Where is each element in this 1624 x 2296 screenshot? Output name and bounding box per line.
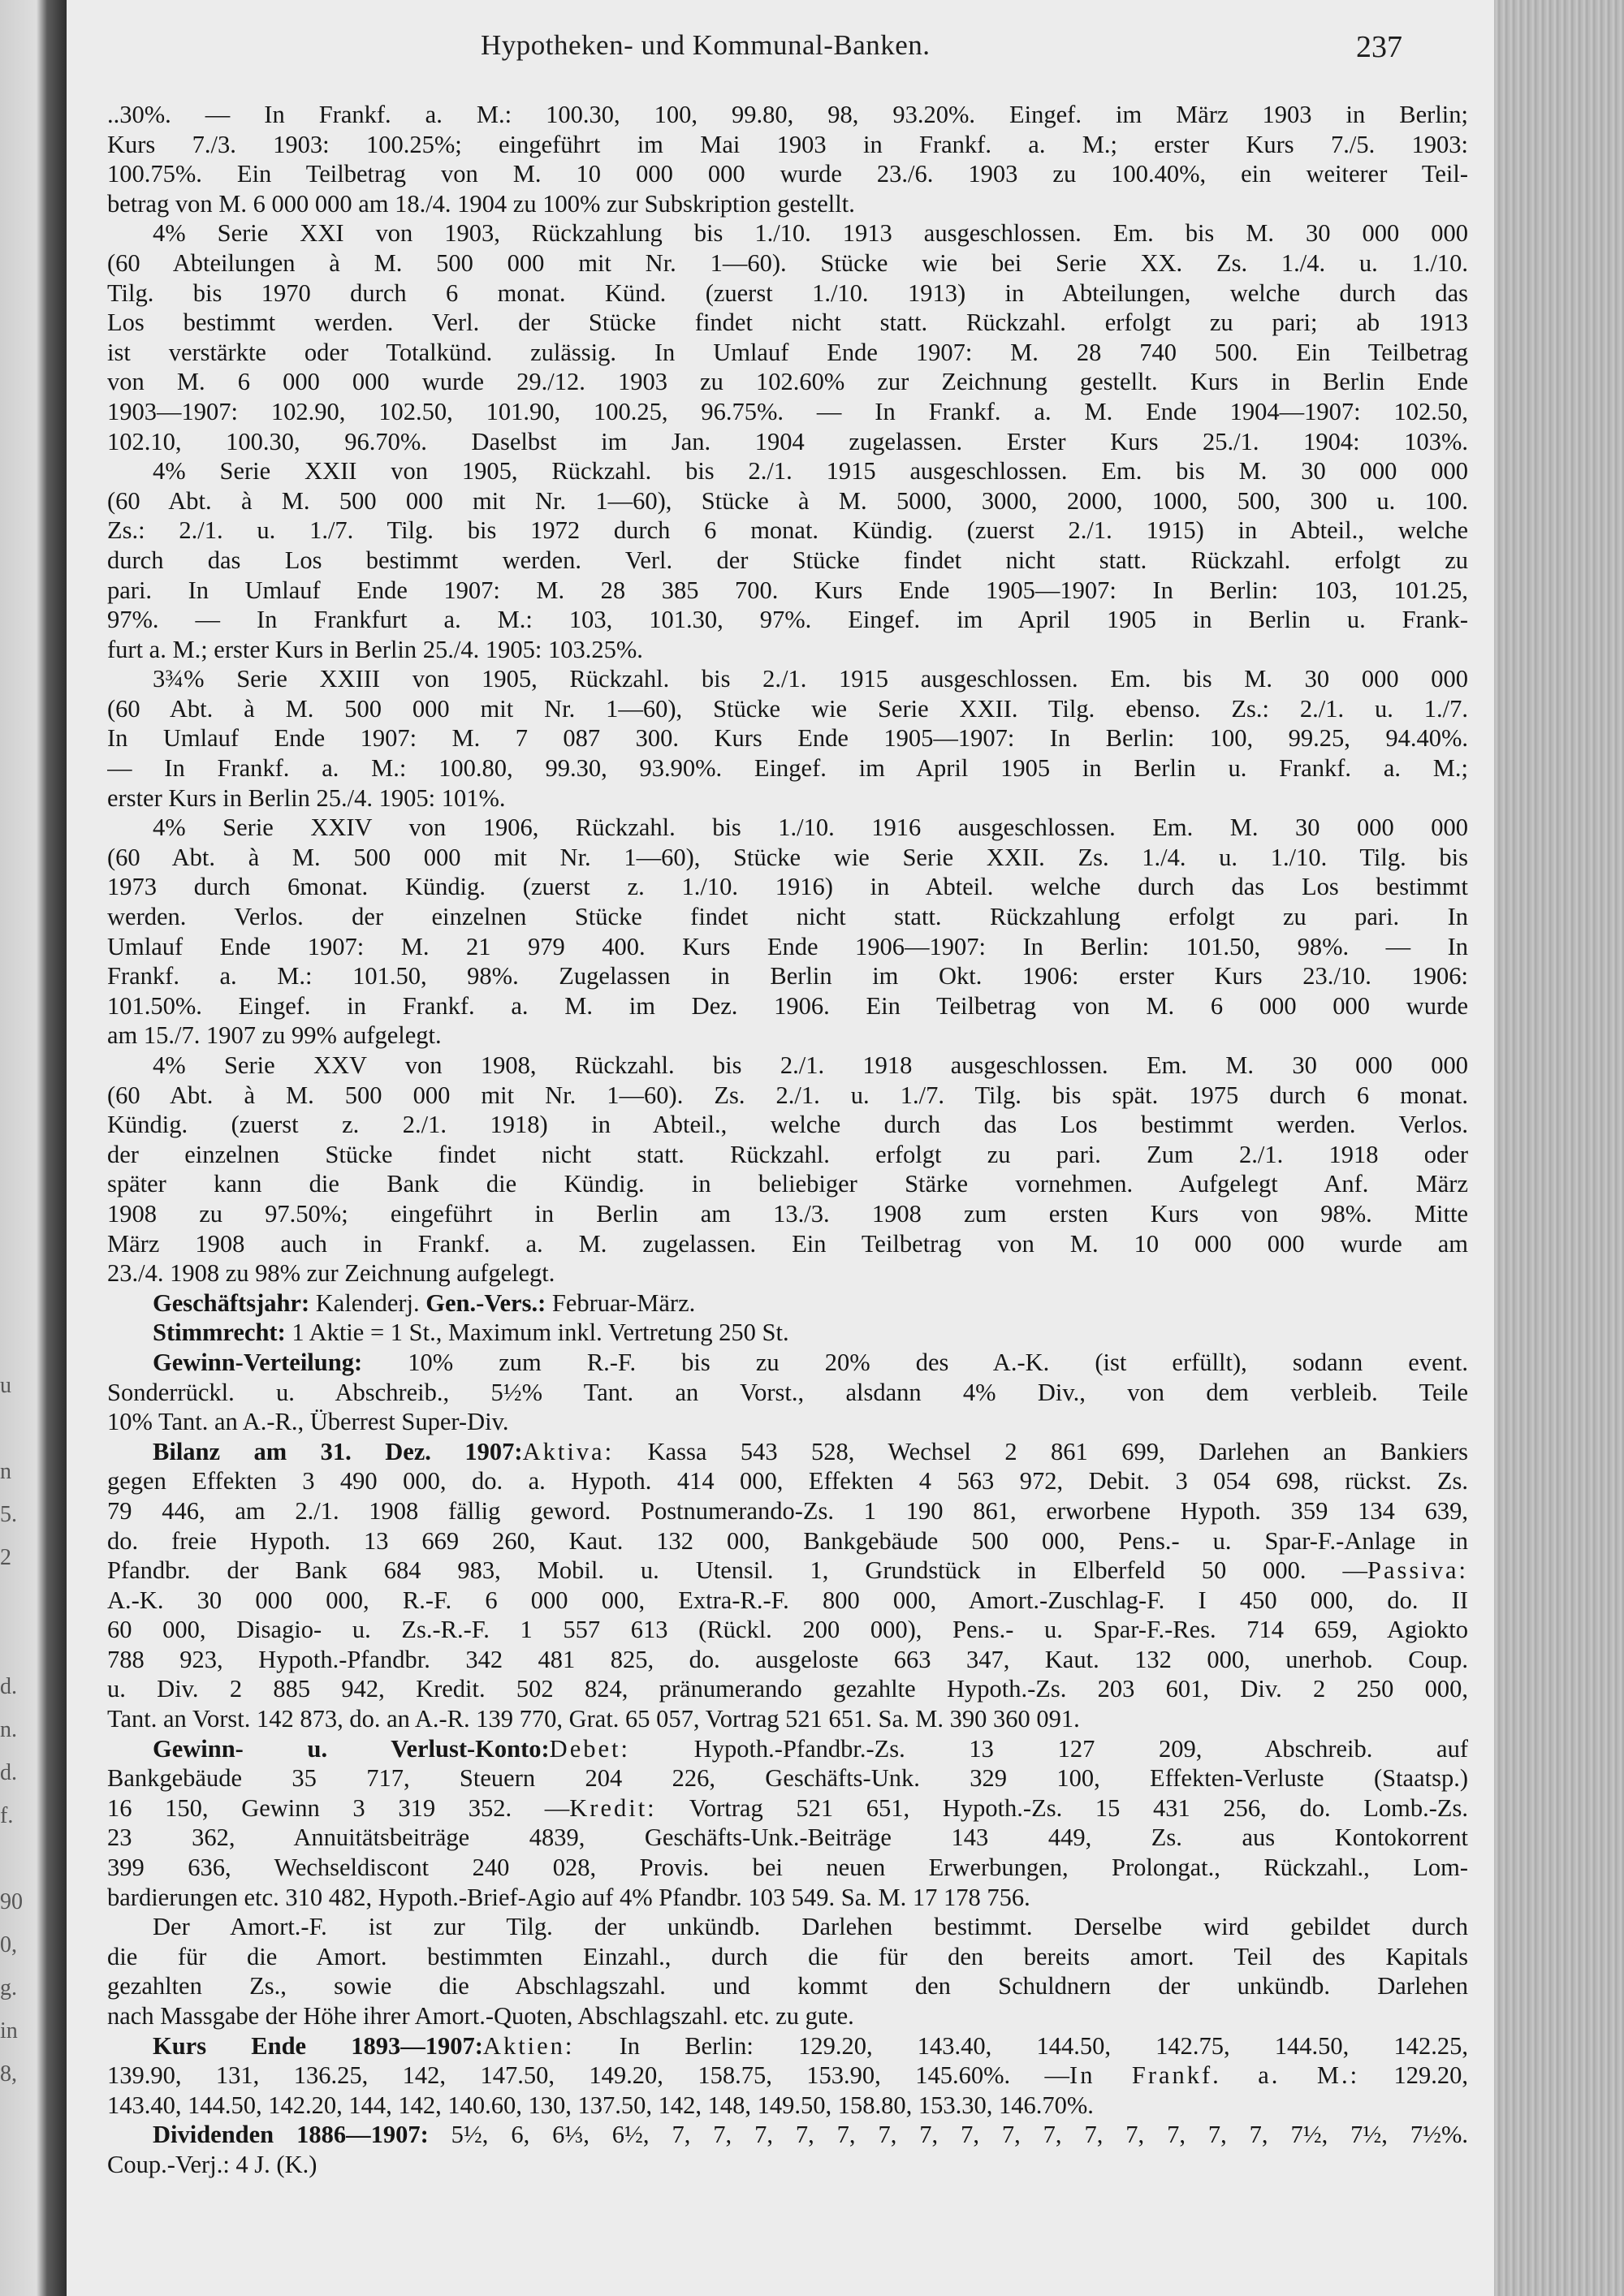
line-text: gezahlten Zs., sowie die Abschlagszahl. und kommt den Schuldnern der unkündb. Darlehen xyxy=(107,1972,1468,2000)
line-text: In Umlauf Ende 1907: M. 7 087 300. Kurs Ende 1905—1907: In Berlin: 100, 99.25, 94.40%. xyxy=(107,724,1468,753)
line-text: 60 000, Disagio- u. Zs.-R.-F. 1 557 613 (Rückl. 200 000), Pens.- u. Spar-F.-Res. 714 659, Agiokto xyxy=(107,1616,1468,1644)
line-text: gegen Effekten 3 490 000, do. a. Hypoth. 414 000, Effekten 4 563 972, Debit. 3 054 698, rückst. Zs. xyxy=(107,1467,1468,1495)
facing-page-fragments xyxy=(0,1364,37,2095)
line-text: werden. Verlos. der einzelnen Stücke findet nicht statt. Rückzahlung erfolgt zu pari. In xyxy=(107,903,1468,931)
text-line xyxy=(107,1734,1468,1764)
text-line xyxy=(107,2061,1468,2091)
text-line xyxy=(107,635,1468,665)
line-text: 5½, 6, 6⅓, 6½, 7, 7, 7, 7, 7, 7, 7, 7, 7, 7, 7, 7, 7, 7, 7, 7½, 7½, 7½%. xyxy=(428,2121,1468,2149)
margin-fragment: g. xyxy=(0,1975,17,2000)
line-text: durch das Los bestimmt werden. Verl. der Stücke findet nicht statt. Rückzahl. erfolgt zu xyxy=(107,546,1468,574)
line-text: 97%. — In Frankfurt a. M.: 103, 101.30, 97%. Eingef. im April 1905 in Berlin u. Frank- xyxy=(107,606,1468,634)
line-text: 16 150, Gewinn 3 319 352. — xyxy=(107,1793,570,1822)
margin-fragment: 2 xyxy=(0,1545,11,1570)
text-line xyxy=(107,1051,1468,1081)
text-line xyxy=(107,546,1468,576)
spaced-label: Passiva: xyxy=(1367,1556,1468,1585)
page-stack-edge xyxy=(1494,0,1624,2296)
text-line xyxy=(107,1437,1468,1467)
text-line xyxy=(107,278,1468,309)
text-line xyxy=(107,605,1468,635)
line-text: do. freie Hypoth. 13 669 260, Kaut. 132 000, Bankgebäude 500 000, Pens.- u. Spar-F.-Anlage in xyxy=(107,1526,1468,1555)
text-line xyxy=(107,2120,1468,2150)
section-heading: Kurs Ende 1893—1907: xyxy=(153,2031,483,2060)
text-line xyxy=(107,100,1468,130)
text-line xyxy=(107,1348,1468,1378)
text-line xyxy=(107,1288,1468,1318)
spaced-label: Kredit: xyxy=(569,1793,657,1822)
text-line xyxy=(107,486,1468,516)
line-text: Kündig. (zuerst z. 2./1. 1918) in Abteil., welche durch das Los bestimmt werden. Verlos. xyxy=(107,1111,1468,1139)
line-text: (60 Abt. à M. 500 000 mit Nr. 1—60), Stücke à M. 5000, 3000, 2000, 1000, 500, 300 u. 100. xyxy=(107,486,1468,515)
section-heading: Gewinn-Verteilung: xyxy=(153,1348,363,1376)
line-text: — In Frankf. a. M.: 100.80, 99.30, 93.90%. Eingef. im April 1905 in Berlin u. Frankf. a. M.; xyxy=(107,754,1468,783)
line-text: In Berlin: 129.20, 143.40, 144.50, 142.75, 144.50, 142.25, xyxy=(574,2031,1468,2060)
line-text: Bankgebäude 35 717, Steuern 204 226, Geschäfts-Unk. 329 100, Effekten-Verluste (Staatsp.) xyxy=(107,1764,1468,1793)
text-line xyxy=(107,932,1468,962)
text-line xyxy=(107,2031,1468,2061)
line-text: 143.40, 144.50, 142.20, 144, 142, 140.60, 130, 137.50, 142, 148, 149.50, 158.80, 153.30, 146.70%. xyxy=(107,2091,1094,2119)
line-text: pari. In Umlauf Ende 1907: M. 28 385 700. Kurs Ende 1905—1907: In Berlin: 103, 101.25, xyxy=(107,576,1468,604)
text-line xyxy=(107,664,1468,694)
line-text: die für die Amort. bestimmten Einzahl., durch die für den bereits amort. Teil des Kapitals xyxy=(107,1942,1468,1970)
text-line xyxy=(107,1199,1468,1229)
text-line xyxy=(107,338,1468,368)
section-heading: Gewinn- u. Verlust-Konto: xyxy=(153,1734,550,1763)
margin-fragment: 0, xyxy=(0,1932,17,1957)
text-line xyxy=(107,1823,1468,1853)
line-text: Vortrag 521 651, Hypoth.-Zs. 15 431 256, do. Lomb.-Zs. xyxy=(656,1793,1468,1822)
text-line xyxy=(107,1169,1468,1199)
line-text: 4% Serie XXV von 1908, Rückzahl. bis 2./1. 1918 ausgeschlossen. Em. M. 30 000 000 xyxy=(153,1051,1468,1079)
text-line xyxy=(107,902,1468,932)
text-line xyxy=(107,1674,1468,1704)
line-text: 100.75%. Ein Teilbetrag von M. 10 000 000 wurde 23./6. 1903 zu 100.40%, ein weiterer Teil- xyxy=(107,160,1468,188)
line-text: 23./4. 1908 zu 98% zur Zeichnung aufgelegt. xyxy=(107,1259,555,1288)
text-line xyxy=(107,516,1468,546)
line-text: 10% zum R.-F. bis zu 20% des A.-K. (ist erfüllt), sodann event. xyxy=(362,1348,1468,1376)
text-line xyxy=(107,1081,1468,1111)
text-line xyxy=(107,1853,1468,1883)
margin-fragment xyxy=(0,1622,37,1665)
text-line xyxy=(107,1140,1468,1170)
text-line xyxy=(107,308,1468,338)
text-line xyxy=(107,1763,1468,1793)
line-text: bardierungen etc. 310 482, Hypoth.-Brief-Agio auf 4% Pfandbr. 103 549. Sa. M. 17 178 756. xyxy=(107,1883,1030,1911)
text-line xyxy=(107,991,1468,1021)
text-line xyxy=(107,2001,1468,2031)
line-text: Februar-März. xyxy=(546,1288,696,1317)
text-line xyxy=(107,1793,1468,1823)
text-line xyxy=(107,813,1468,843)
line-text: 139.90, 131, 136.25, 142, 147.50, 149.20, 158.75, 153.90, 145.60%. — xyxy=(107,2061,1070,2090)
spaced-label: Debet: xyxy=(549,1734,630,1763)
line-text: März 1908 auch in Frankf. a. M. zugelassen. Ein Teilbetrag von M. 10 000 000 wurde am xyxy=(107,1229,1468,1258)
text-line xyxy=(107,576,1468,606)
text-line xyxy=(107,1586,1468,1616)
line-text: Kalenderj. xyxy=(309,1288,426,1317)
text-line xyxy=(107,783,1468,814)
text-line xyxy=(107,367,1468,397)
text-line xyxy=(107,159,1468,189)
page-header xyxy=(67,29,1494,70)
line-text: Hypoth.-Pfandbr.-Zs. 13 127 209, Abschreib. auf xyxy=(629,1734,1468,1763)
line-text: Coup.-Verj.: 4 J. (K.) xyxy=(107,2150,317,2178)
margin-fragment: f. xyxy=(0,1803,14,1828)
line-text: 399 636, Wechseldiscont 240 028, Provis. bei neuen Erwerbungen, Prolongat., Rückzahl., Lom- xyxy=(107,1854,1468,1882)
spaced-label: Aktiva: xyxy=(522,1437,615,1465)
line-text: 10% Tant. an A.-R., Überrest Super-Div. xyxy=(107,1408,509,1436)
line-text: (60 Abt. à M. 500 000 mit Nr. 1—60). Zs. 2./1. u. 1./7. Tilg. bis spät. 1975 durch 6 monat. xyxy=(107,1081,1468,1109)
text-line xyxy=(107,1378,1468,1408)
margin-fragment: n. xyxy=(0,1717,17,1742)
text-line xyxy=(107,427,1468,457)
text-line xyxy=(107,723,1468,753)
line-text: 4% Serie XXII von 1905, Rückzahl. bis 2./1. 1915 ausgeschlossen. Em. bis M. 30 000 000 xyxy=(153,457,1468,486)
text-line xyxy=(107,397,1468,427)
line-text: 4% Serie XXI von 1903, Rückzahlung bis 1./10. 1913 ausgeschlossen. Em. bis M. 30 000 000 xyxy=(153,219,1468,248)
line-text: (60 Abt. à M. 500 000 mit Nr. 1—60), Stücke wie Serie XXII. Tilg. ebenso. Zs.: 2./1. u. 1./7. xyxy=(107,694,1468,723)
line-text: Kassa 543 528, Wechsel 2 861 699, Darlehen an Bankiers xyxy=(614,1437,1468,1465)
line-text: von M. 6 000 000 wurde 29./12. 1903 zu 102.60% zur Zeichnung gestellt. Kurs in Berlin Ende xyxy=(107,368,1468,396)
text-line xyxy=(107,1704,1468,1734)
margin-fragment: u xyxy=(0,1373,11,1398)
text-line xyxy=(107,1526,1468,1556)
line-text: Pfandbr. der Bank 684 983, Mobil. u. Utensil. 1, Grundstück in Elberfeld 50 000. — xyxy=(107,1556,1368,1585)
section-heading: Bilanz am 31. Dez. 1907: xyxy=(153,1437,523,1465)
line-text: u. Div. 2 885 942, Kredit. 502 824, pränumerando gezahlte Hypoth.-Zs. 203 601, Div. 2 250 000, xyxy=(107,1675,1468,1703)
line-text: ..30%. — In Frankf. a. M.: 100.30, 100, 99.80, 98, 93.20%. Eingef. im März 1903 in Berlin; xyxy=(107,101,1468,128)
running-head: Hypotheken- und Kommunal-Banken. xyxy=(481,29,931,61)
margin-fragment: 8, xyxy=(0,2061,17,2087)
text-line xyxy=(107,843,1468,873)
margin-fragment: 5. xyxy=(0,1502,17,1527)
section-heading: Geschäftsjahr: xyxy=(153,1288,310,1317)
line-text: 101.50%. Eingef. in Frankf. a. M. im Dez. 1906. Ein Teilbetrag von M. 6 000 000 wurde xyxy=(107,991,1468,1020)
text-line xyxy=(107,1645,1468,1675)
text-line xyxy=(107,1971,1468,2001)
text-line xyxy=(107,130,1468,160)
line-text: 1 Aktie = 1 St., Maximum inkl. Vertretung 250 St. xyxy=(285,1318,789,1347)
text-line xyxy=(107,1407,1468,1437)
text-line xyxy=(107,1496,1468,1526)
section-heading: Gen.-Vers.: xyxy=(425,1288,546,1317)
line-text: 102.10, 100.30, 96.70%. Daselbst im Jan. 1904 zugelassen. Erster Kurs 25./1. 1904: 103%. xyxy=(107,427,1468,455)
line-text: 1903—1907: 102.90, 102.50, 101.90, 100.25, 96.75%. — In Frankf. a. M. Ende 1904—1907: 102.50, xyxy=(107,397,1468,425)
page-number: 237 xyxy=(1356,30,1402,64)
spaced-label: Aktien: xyxy=(482,2031,575,2060)
margin-fragment xyxy=(0,1579,37,1622)
text-line xyxy=(107,1883,1468,1913)
text-line xyxy=(107,248,1468,278)
line-text: (60 Abt. à M. 500 000 mit Nr. 1—60), Stücke wie Serie XXII. Zs. 1./4. u. 1./10. Tilg. bis xyxy=(107,843,1468,871)
text-line xyxy=(107,1556,1468,1586)
text-line xyxy=(107,456,1468,486)
text-line xyxy=(107,2150,1468,2180)
line-text: am 15./7. 1907 zu 99% aufgelegt. xyxy=(107,1021,442,1050)
text-line xyxy=(107,1615,1468,1645)
line-text: Sonderrückl. u. Abschreib., 5½% Tant. an Vorst., alsdann 4% Div., von dem verbleib. Teile xyxy=(107,1378,1468,1406)
line-text: A.-K. 30 000 000, R.-F. 6 000 000, Extra-R.-F. 800 000, Amort.-Zuschlag-F. I 450 000, do. II xyxy=(107,1586,1468,1614)
margin-fragment: n xyxy=(0,1459,11,1484)
line-text: 79 446, am 2./1. 1908 fällig geword. Postnumerando-Zs. 1 190 861, erworbene Hypoth. 359 134 639, xyxy=(107,1496,1468,1525)
line-text: 1973 durch 6monat. Kündig. (zuerst z. 1./10. 1916) in Abteil. welche durch das Los bestimmt xyxy=(107,873,1468,901)
line-text: (60 Abteilungen à M. 500 000 mit Nr. 1—60). Stücke wie bei Serie XX. Zs. 1./4. u. 1./10. xyxy=(107,248,1468,277)
book-page xyxy=(67,0,1494,2296)
margin-fragment: 90 xyxy=(0,1889,23,1914)
facing-page-edge xyxy=(0,0,67,2296)
line-text: der einzelnen Stücke findet nicht statt. Rückzahl. erfolgt zu pari. Zum 2./1. 1918 oder xyxy=(107,1140,1468,1168)
line-text: erster Kurs in Berlin 25./4. 1905: 101%. xyxy=(107,783,506,812)
text-line xyxy=(107,961,1468,991)
text-line xyxy=(107,218,1468,248)
text-line xyxy=(107,753,1468,783)
line-text: 3¾% Serie XXIII von 1905, Rückzahl. bis 2./1. 1915 ausgeschlossen. Em. bis M. 30 000 000 xyxy=(153,665,1468,693)
text-line xyxy=(107,1229,1468,1259)
line-text: Der Amort.-F. ist zur Tilg. der unkündb. Darlehen bestimmt. Derselbe wird gebildet durch xyxy=(153,1913,1468,1941)
line-text: furt a. M.; erster Kurs in Berlin 25./4. 1905: 103.25%. xyxy=(107,635,643,663)
line-text: später kann die Bank die Kündig. in beliebiger Stärke vornehmen. Aufgelegt Anf. März xyxy=(107,1170,1468,1198)
text-line xyxy=(107,1942,1468,1972)
section-heading: Stimmrecht: xyxy=(153,1318,286,1347)
line-text: Kurs 7./3. 1903: 100.25%; eingeführt im Mai 1903 in Frankf. a. M.; erster Kurs 7./5. 1903: xyxy=(107,130,1468,158)
text-line xyxy=(107,1258,1468,1288)
text-line xyxy=(107,1912,1468,1942)
margin-fragment: d. xyxy=(0,1760,17,1785)
line-text: Frankf. a. M.: 101.50, 98%. Zugelassen in Berlin im Okt. 1906: erster Kurs 23./10. 1906: xyxy=(107,962,1468,990)
spaced-label: In Frankf. a. M.: xyxy=(1069,2061,1360,2090)
body-text xyxy=(107,100,1468,2180)
line-text: 1908 zu 97.50%; eingeführt in Berlin am 13./3. 1908 zum ersten Kurs von 98%. Mitte xyxy=(107,1199,1468,1228)
text-line xyxy=(107,1318,1468,1348)
line-text: Tant. an Vorst. 142 873, do. an A.-R. 139 770, Grat. 65 057, Vortrag 521 651. Sa. M. 390 360 091. xyxy=(107,1705,1080,1733)
line-text: Zs.: 2./1. u. 1./7. Tilg. bis 1972 durch 6 monat. Kündig. (zuerst 2./1. 1915) in Abteil., welche xyxy=(107,516,1468,545)
section-heading: Dividenden 1886—1907: xyxy=(153,2121,429,2149)
text-line xyxy=(107,872,1468,902)
margin-fragment: in xyxy=(0,2018,18,2044)
line-text: betrag von M. 6 000 000 am 18./4. 1904 zu 100% zur Subskription gestellt. xyxy=(107,189,855,218)
line-text: Umlauf Ende 1907: M. 21 979 400. Kurs Ende 1906—1907: In Berlin: 101.50, 98%. — In xyxy=(107,932,1468,960)
text-line xyxy=(107,2091,1468,2121)
text-line xyxy=(107,1110,1468,1140)
text-line xyxy=(107,694,1468,724)
line-text: 23 362, Annuitätsbeiträge 4839, Geschäfts-Unk.-Beiträge 143 449, Zs. aus Kontokorrent xyxy=(107,1823,1468,1852)
margin-fragment xyxy=(0,1407,37,1450)
line-text: 4% Serie XXIV von 1906, Rückzahl. bis 1./10. 1916 ausgeschlossen. Em. M. 30 000 000 xyxy=(153,814,1468,842)
line-text: nach Massgabe der Höhe ihrer Amort.-Quoten, Abschlagszahl. etc. zu gute. xyxy=(107,2002,854,2030)
line-text: ist verstärkte oder Totalkünd. zulässig. In Umlauf Ende 1907: M. 28 740 500. Ein Teilbetrag xyxy=(107,338,1468,366)
margin-fragment xyxy=(0,1837,37,1880)
line-text: 788 923, Hypoth.-Pfandbr. 342 481 825, do. ausgeloste 663 347, Kaut. 132 000, unerhob. Coup. xyxy=(107,1645,1468,1673)
line-text: Tilg. bis 1970 durch 6 monat. Künd. (zuerst 1./10. 1913) in Abteilungen, welche durch das xyxy=(107,278,1468,307)
line-text: 129.20, xyxy=(1359,2061,1468,2090)
margin-fragment: d. xyxy=(0,1674,17,1699)
text-line xyxy=(107,189,1468,219)
line-text: Los bestimmt werden. Verl. der Stücke findet nicht statt. Rückzahl. erfolgt zu pari; ab 1913 xyxy=(107,309,1468,337)
text-line xyxy=(107,1466,1468,1496)
text-line xyxy=(107,1021,1468,1051)
